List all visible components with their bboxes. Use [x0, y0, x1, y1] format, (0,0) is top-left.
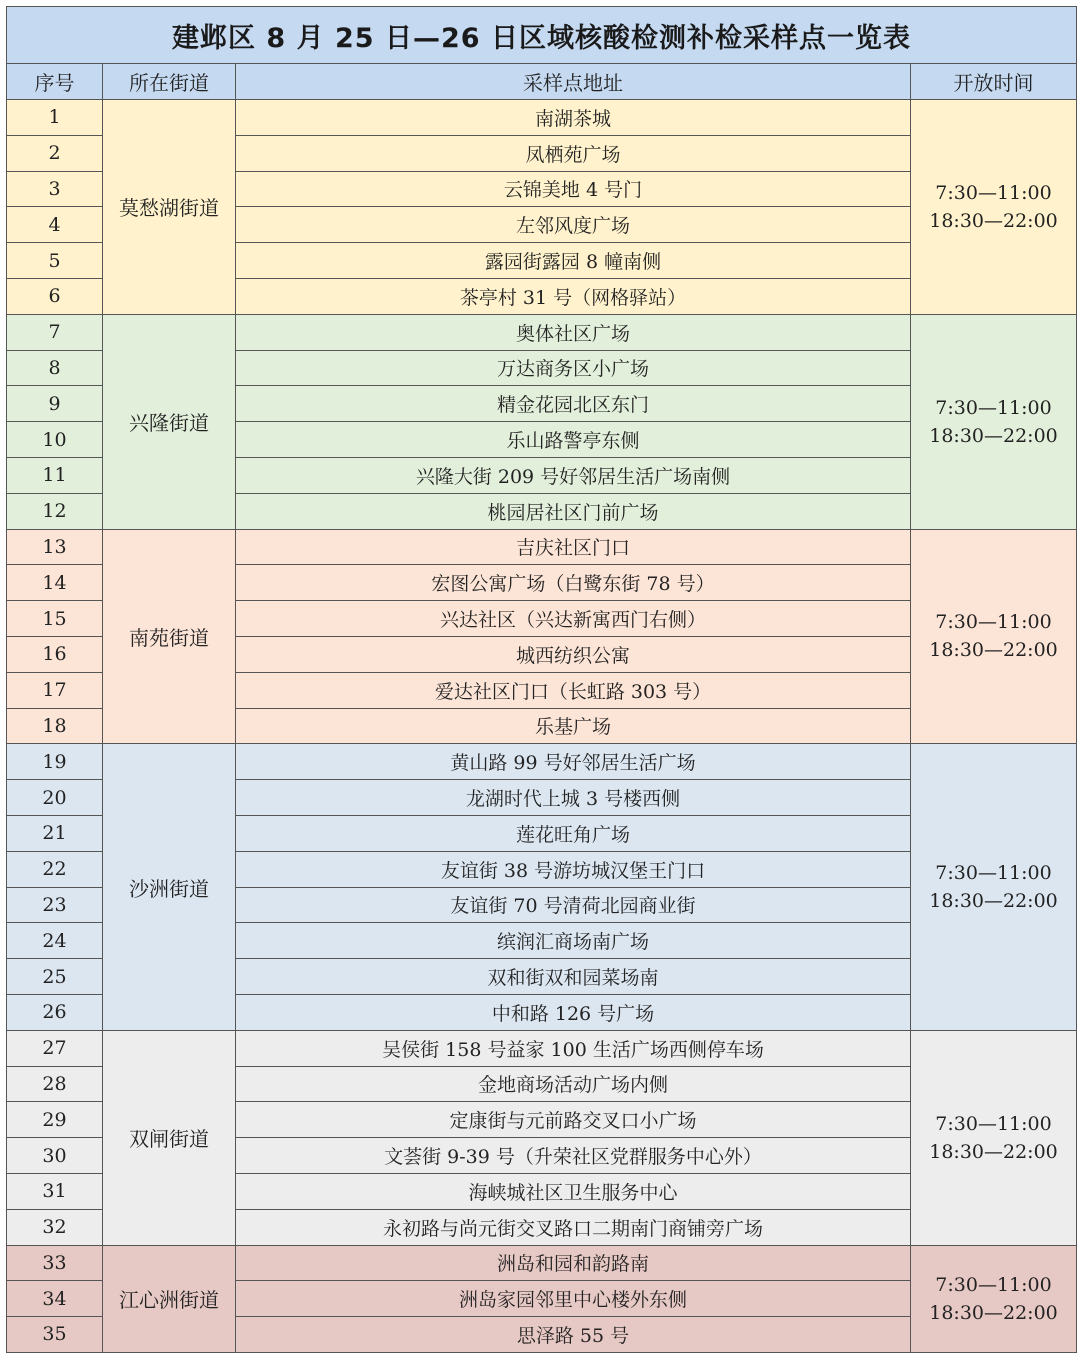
street-name: 莫愁湖街道 [103, 100, 236, 315]
site-address: 乐基广场 [236, 708, 911, 744]
row-index: 7 [7, 314, 103, 350]
evening-hours: 18:30—22:00 [929, 1140, 1058, 1163]
street-name: 南苑街道 [103, 529, 236, 744]
opening-hours [911, 314, 1077, 529]
evening-hours: 18:30—22:00 [929, 209, 1058, 232]
row-index: 15 [7, 601, 103, 637]
site-address: 吉庆社区门口 [236, 529, 911, 565]
street-name: 沙洲街道 [103, 744, 236, 1030]
index-header: 序号 [7, 64, 103, 100]
row-index: 19 [7, 744, 103, 780]
row-index: 1 [7, 100, 103, 136]
address-header: 采样点地址 [236, 64, 911, 100]
row-index: 6 [7, 278, 103, 314]
row-index: 9 [7, 386, 103, 422]
opening-hours [911, 1245, 1077, 1352]
evening-hours: 18:30—22:00 [929, 890, 1058, 913]
site-address: 黄山路 99 号好邻居生活广场 [236, 744, 911, 780]
evening-hours: 18:30—22:00 [929, 424, 1058, 447]
street-name: 双闸街道 [103, 1030, 236, 1245]
row-index: 26 [7, 994, 103, 1030]
site-address: 精金花园北区东门 [236, 386, 911, 422]
site-address: 兴隆大街 209 号好邻居生活广场南侧 [236, 457, 911, 493]
table-row [7, 744, 1077, 780]
row-index: 30 [7, 1138, 103, 1174]
row-index: 10 [7, 422, 103, 458]
site-address: 缤润汇商场南广场 [236, 923, 911, 959]
site-address: 文荟街 9-39 号（升荣社区党群服务中心外） [236, 1138, 911, 1174]
table-row [7, 314, 1077, 350]
table-row [7, 1245, 1077, 1281]
street-header: 所在街道 [103, 64, 236, 100]
site-address: 永初路与尚元街交叉路口二期南门商铺旁广场 [236, 1209, 911, 1245]
row-index: 18 [7, 708, 103, 744]
site-address: 金地商场活动广场内侧 [236, 1066, 911, 1102]
row-index: 20 [7, 780, 103, 816]
row-index: 33 [7, 1245, 103, 1281]
site-address: 龙湖时代上城 3 号楼西侧 [236, 780, 911, 816]
opening-hours [911, 100, 1077, 315]
row-index: 29 [7, 1102, 103, 1138]
site-address: 奥体社区广场 [236, 314, 911, 350]
site-address: 云锦美地 4 号门 [236, 171, 911, 207]
site-address: 双和街双和园菜场南 [236, 959, 911, 995]
site-address: 凤栖苑广场 [236, 135, 911, 171]
site-address: 兴达社区（兴达新寓西门右侧） [236, 601, 911, 637]
site-address: 中和路 126 号广场 [236, 994, 911, 1030]
opening-hours [911, 744, 1077, 1030]
table-row [7, 529, 1077, 565]
morning-hours: 7:30—11:00 [935, 1112, 1052, 1135]
row-index: 34 [7, 1281, 103, 1317]
row-index: 8 [7, 350, 103, 386]
morning-hours: 7:30—11:00 [935, 181, 1052, 204]
site-address: 友谊街 38 号游坊城汉堡王门口 [236, 851, 911, 887]
row-index: 11 [7, 457, 103, 493]
row-index: 22 [7, 851, 103, 887]
site-address: 南湖茶城 [236, 100, 911, 136]
site-address: 左邻风度广场 [236, 207, 911, 243]
morning-hours: 7:30—11:00 [935, 862, 1052, 885]
hours-header: 开放时间 [911, 64, 1077, 100]
row-index: 13 [7, 529, 103, 565]
site-address: 莲花旺角广场 [236, 815, 911, 851]
morning-hours: 7:30—11:00 [935, 611, 1052, 634]
sampling-sites-table [6, 6, 1077, 1353]
table-title: 建邺区 8 月 25 日—26 日区域核酸检测补检采样点一览表 [7, 7, 1077, 64]
site-address: 思泽路 55 号 [236, 1317, 911, 1353]
table-body [7, 100, 1077, 1353]
site-address: 友谊街 70 号清荷北园商业街 [236, 887, 911, 923]
row-index: 21 [7, 815, 103, 851]
row-index: 32 [7, 1209, 103, 1245]
evening-hours: 18:30—22:00 [929, 1301, 1058, 1324]
row-index: 17 [7, 672, 103, 708]
row-index: 31 [7, 1173, 103, 1209]
morning-hours: 7:30—11:00 [935, 396, 1052, 419]
row-index: 16 [7, 636, 103, 672]
site-address: 城西纺织公寓 [236, 636, 911, 672]
site-address: 桃园居社区门前广场 [236, 493, 911, 529]
row-index: 27 [7, 1030, 103, 1066]
table-row [7, 1030, 1077, 1066]
evening-hours: 18:30—22:00 [929, 639, 1058, 662]
site-address: 洲岛和园和韵路南 [236, 1245, 911, 1281]
row-index: 4 [7, 207, 103, 243]
site-address: 海峡城社区卫生服务中心 [236, 1173, 911, 1209]
site-address: 万达商务区小广场 [236, 350, 911, 386]
site-address: 爱达社区门口（长虹路 303 号） [236, 672, 911, 708]
site-address: 茶亭村 31 号（网格驿站） [236, 278, 911, 314]
row-index: 12 [7, 493, 103, 529]
row-index: 25 [7, 959, 103, 995]
row-index: 2 [7, 135, 103, 171]
street-name: 兴隆街道 [103, 314, 236, 529]
site-address: 洲岛家园邻里中心楼外东侧 [236, 1281, 911, 1317]
row-index: 14 [7, 565, 103, 601]
row-index: 23 [7, 887, 103, 923]
site-address: 宏图公寓广场（白鹭东街 78 号） [236, 565, 911, 601]
row-index: 28 [7, 1066, 103, 1102]
site-address: 露园街露园 8 幢南侧 [236, 243, 911, 279]
opening-hours [911, 1030, 1077, 1245]
site-address: 吴侯街 158 号益家 100 生活广场西侧停车场 [236, 1030, 911, 1066]
row-index: 24 [7, 923, 103, 959]
row-index: 5 [7, 243, 103, 279]
site-address: 定康街与元前路交叉口小广场 [236, 1102, 911, 1138]
table-row [7, 100, 1077, 136]
header-row [7, 64, 1077, 100]
morning-hours: 7:30—11:00 [935, 1273, 1052, 1296]
site-address: 乐山路警亭东侧 [236, 422, 911, 458]
street-name: 江心洲街道 [103, 1245, 236, 1352]
opening-hours [911, 529, 1077, 744]
row-index: 35 [7, 1317, 103, 1353]
row-index: 3 [7, 171, 103, 207]
